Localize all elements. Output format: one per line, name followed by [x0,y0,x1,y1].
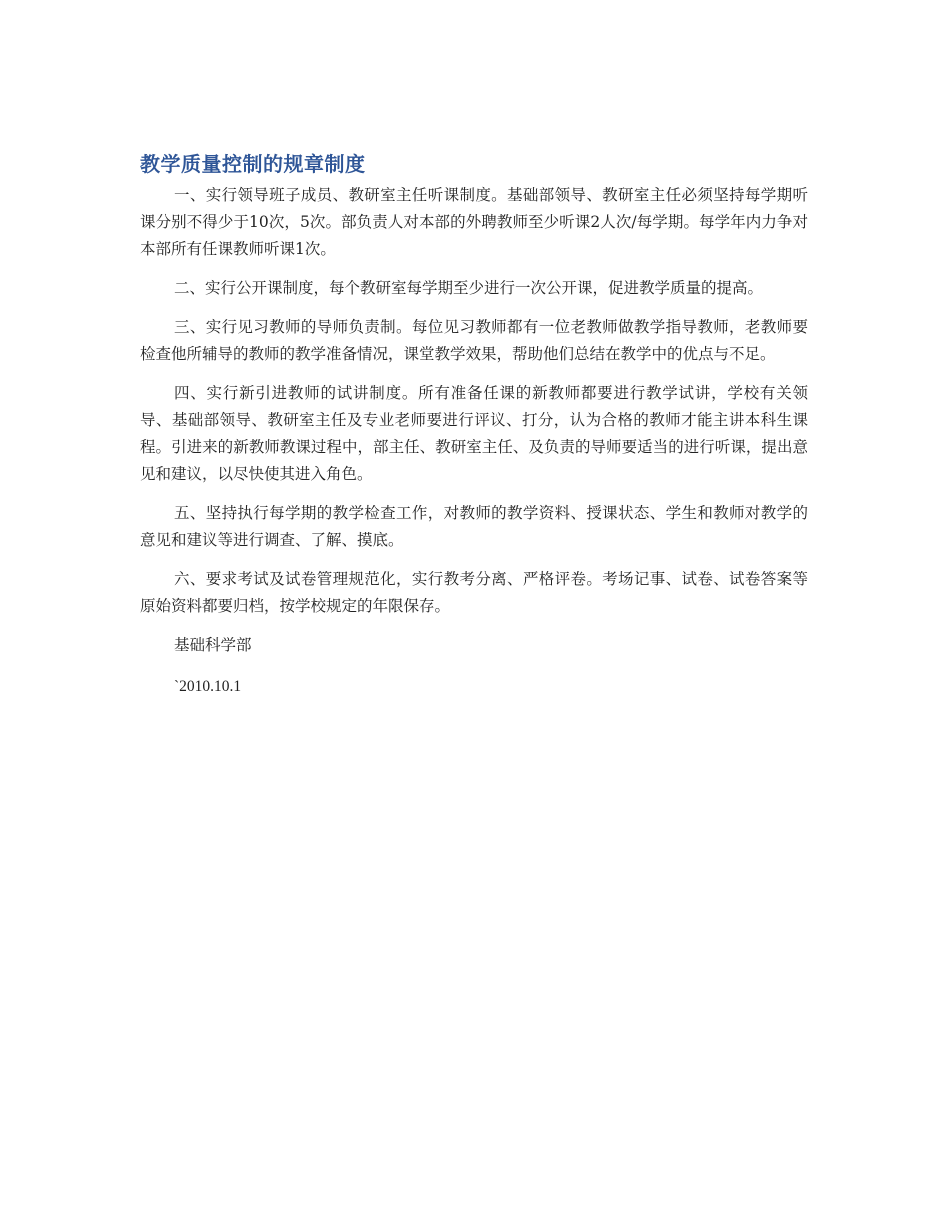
page-title: 教学质量控制的规章制度 [140,152,366,176]
document-page [140,150,808,700]
paragraph-5: 五、坚持执行每学期的教学检查工作，对教师的教学资料、授课状态、学生和教师对教学的意见和建议等进行调查、了解、摸底。 [140,504,808,549]
paragraph-3: 三、实行见习教师的导师负责制。每位见习教师都有一位老教师做教学指导教师，老教师要检查他所辅导的教师的教学准备情况，课堂教学效果，帮助他们总结在教学中的优点与不足。 [140,318,808,363]
signoff-date: `2010.10.1 [174,678,242,695]
signoff-department: 基础科学部 [174,636,252,654]
paragraph-6: 六、要求考试及试卷管理规范化，实行教考分离、严格评卷。考场记事、试卷、试卷答案等原始资料都要归档，按学校规定的年限保存。 [140,570,808,615]
paragraph-1: 一、实行领导班子成员、教研室主任听课制度。基础部领导、教研室主任必须坚持每学期听课分别不得少于10次，5次。部负责人对本部的外聘教师至少听课2人次/每学期。每学年内力争对本部所有任课教师听课1次。 [140,186,808,258]
paragraph-4: 四、实行新引进教师的试讲制度。所有准备任课的新教师都要进行教学试讲，学校有关领导、基础部领导、教研室主任及专业老师要进行评议、打分，认为合格的教师才能主讲本科生课程。引进来的新教师教课过程中，部主任、教研室主任、及负责的导师要适当的进行听课，提出意见和建议，以尽快使其进入角色。 [140,384,808,483]
paragraph-2: 二、实行公开课制度，每个教研室每学期至少进行一次公开课，促进教学质量的提高。 [174,279,764,297]
